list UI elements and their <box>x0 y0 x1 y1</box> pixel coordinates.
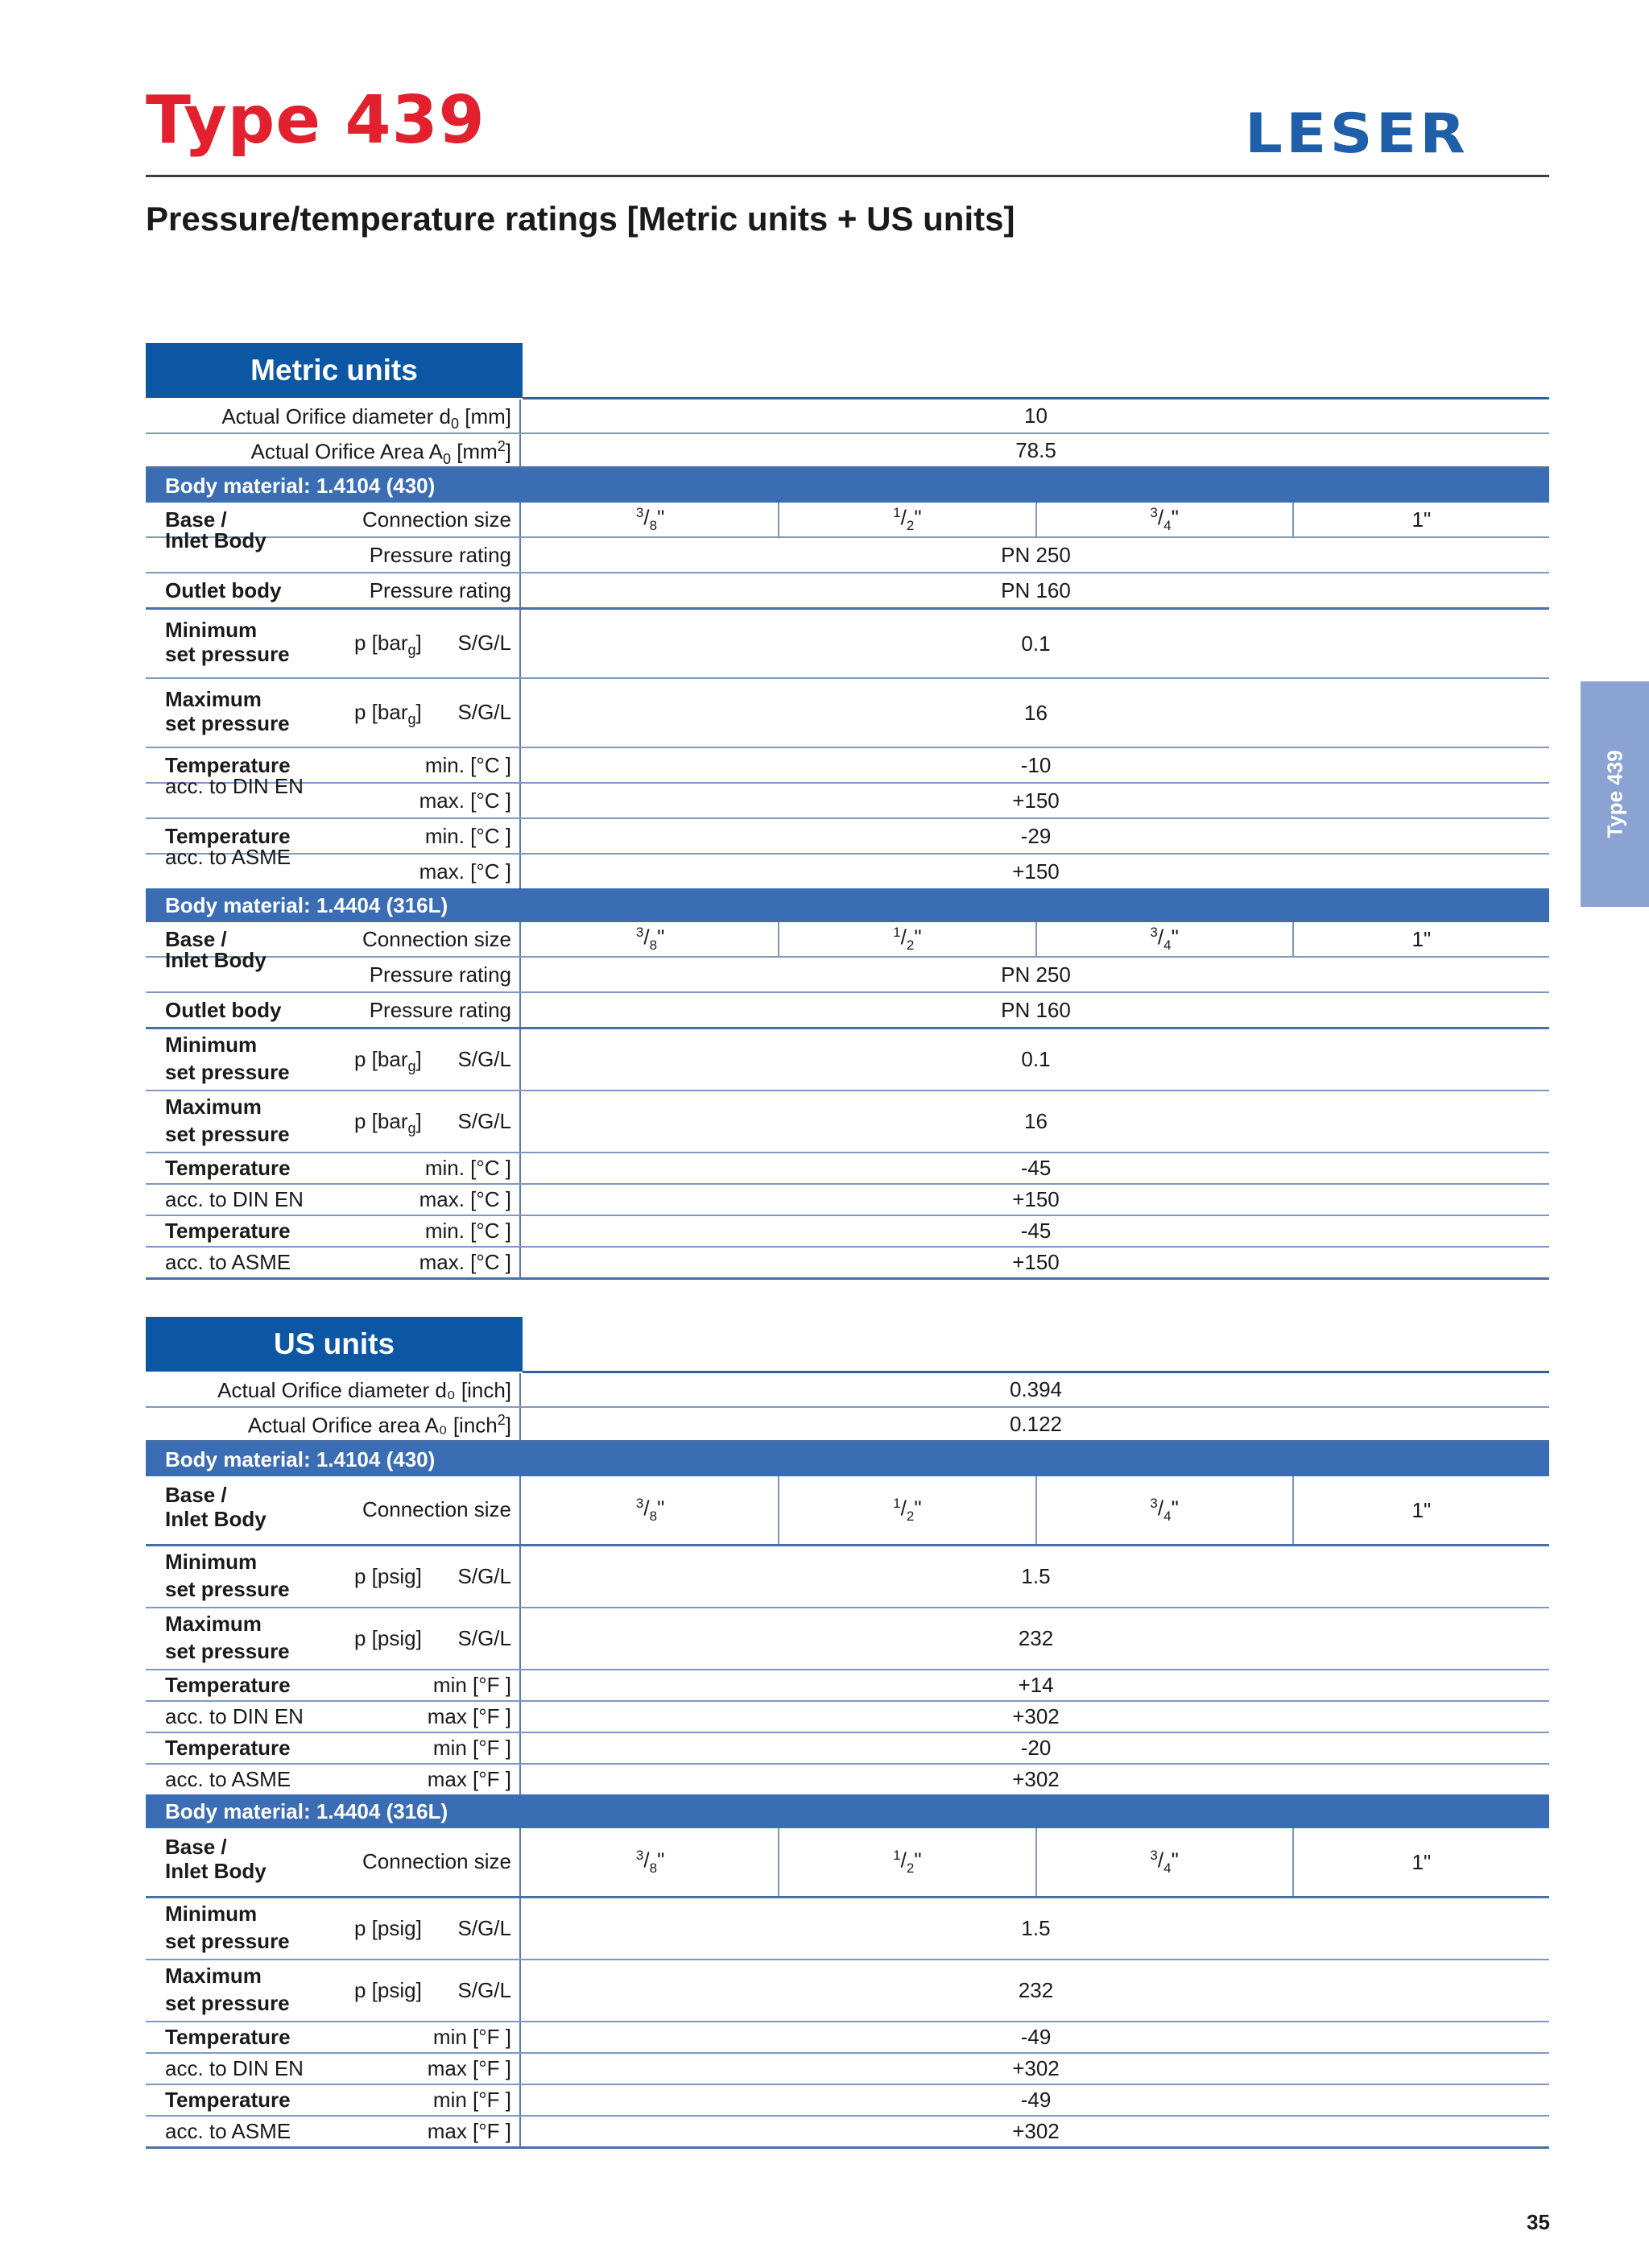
size-cell: 1" <box>1292 922 1549 956</box>
orifice-area-value: 78.5 <box>1015 437 1056 462</box>
orifice-area-value: 0.122 <box>1009 1411 1063 1436</box>
orifice-area-unit: [mm <box>457 439 498 464</box>
din-max-row: acc. to DIN EN max [°F ] +302 <box>146 2054 1549 2085</box>
material-bar: Body material: 1.4404 (316L) <box>146 888 1549 922</box>
max-set-pressure-row: Maximum set pressure p [psig] S/G/L 232 <box>146 1960 1549 2022</box>
inlet-pressure-row: Inlet Body Pressure rating PN 250 <box>146 538 1549 573</box>
min-set-pressure-row: Minimum set pressure p [bar$_g$] S/G/L 0.1 <box>146 610 1549 679</box>
orifice-area-row: Actual Orifice Area $A_0$ $[mm^2]$ 78.5 <box>146 434 1549 469</box>
orifice-diameter-value: 0.394 <box>1009 1377 1063 1401</box>
size-cell: 1" <box>1292 1828 1549 1896</box>
asme-max-row: acc. to ASME max [°F ] +302 <box>146 1765 1549 1794</box>
asme-min-row: Temperature min [°F ] -20 <box>146 1733 1549 1765</box>
max-set-pressure-row: Maximum set pressure p [bar$_g$] S/G/L 16 <box>146 1091 1549 1153</box>
orifice-area-label: Actual Orifice area A₀ [inch <box>247 1413 498 1438</box>
us-title: US units <box>146 1317 523 1372</box>
side-tab <box>1581 681 1649 907</box>
connection-size-row: Base / Inlet Body Connection size $^3/_8$" $^1/_2$" $^3/_4$" 1" <box>146 1828 1549 1898</box>
page-number: 35 <box>1527 2210 1550 2234</box>
orifice-diameter-unit: [mm] <box>465 404 511 428</box>
asme-min-row: Temperature min [°F ] -49 <box>146 2085 1549 2117</box>
us-header <box>146 1317 1549 1372</box>
connection-size-row: Base / Connection size $^3/_8$" $^1/_2$" $^3/_4$" 1" <box>146 503 1549 538</box>
inlet-pressure-row: Inlet Body Pressure rating PN 250 <box>146 958 1549 993</box>
orifice-diameter-value: 10 <box>1024 404 1048 428</box>
din-min-row: Temperature min [°F ] +14 <box>146 1670 1549 1702</box>
us-section <box>146 1317 1549 2149</box>
size-cell: $^1/_2$" <box>778 1828 1035 1896</box>
orifice-area-label: Actual Orifice Area A <box>250 439 443 464</box>
size-cell: $^3/_8$" <box>635 505 665 533</box>
min-set-pressure-row: Minimum set pressure p [psig] S/G/L 1.5 <box>146 1898 1549 1960</box>
size-cell: $^1/_2$" <box>778 503 1035 536</box>
max-set-pressure-row: Maximum set pressure p [bar$_g$] S/G/L 16 <box>146 679 1549 748</box>
leser-logo: LESER <box>1245 102 1469 166</box>
din-min-row: Temperature min. [°C ] -45 <box>146 1153 1549 1185</box>
orifice-diameter-label: Actual Orifice diameter d₀ [inch] <box>217 1378 511 1402</box>
size-cell: $^3/_4$" <box>1035 1476 1292 1544</box>
connection-size-row: Base / Inlet Body Connection size $^3/_8$" $^1/_2$" $^3/_4$" 1" <box>146 1476 1549 1546</box>
material-bar: Body material: 1.4104 (430) <box>146 469 1549 503</box>
size-cell: $^3/_4$" <box>1035 922 1292 956</box>
outlet-pressure-row: Outlet body Pressure rating PN 160 <box>146 573 1549 610</box>
size-cell: $^3/_4$" <box>1035 503 1292 536</box>
asme-max-row: acc. to ASME max. [°C ] +150 <box>146 855 1549 888</box>
din-min-row: Temperature min [°F ] -49 <box>146 2022 1549 2054</box>
din-max-row: acc. to DIN EN max. [°C ] +150 <box>146 1185 1549 1216</box>
asme-min-row: Temperature min. [°C ] -29 <box>146 819 1549 855</box>
metric-header <box>146 343 1549 398</box>
size-cell: 1" <box>1292 1476 1549 1544</box>
material-bar: Body material: 1.4404 (316L) <box>146 1794 1549 1828</box>
side-tab-label: Type 439 <box>1602 750 1626 838</box>
orifice-diameter-row <box>146 1373 1549 1408</box>
min-set-pressure-row: Minimum set pressure p [bar$_g$] S/G/L 0.1 <box>146 1029 1549 1091</box>
din-min-row: Temperature min. [°C ] -10 <box>146 748 1549 784</box>
orifice-diameter-row: Actual Orifice diameter $d_0$ [mm] 10 <box>146 399 1549 434</box>
title-divider <box>146 175 1549 177</box>
material-bar: Body material: 1.4104 (430) <box>146 1442 1549 1476</box>
connection-size-row: Base / Connection size $^3/_8$" $^1/_2$" $^3/_4$" 1" <box>146 922 1549 958</box>
size-cell: $^3/_8$" <box>635 1496 665 1524</box>
size-cell: $^3/_8$" <box>635 925 665 953</box>
size-cell: $^1/_2$" <box>778 1476 1035 1544</box>
orifice-diameter-label: Actual Orifice diameter d <box>221 404 451 428</box>
min-set-pressure-row: Minimum set pressure p [psig] S/G/L 1.5 <box>146 1546 1549 1608</box>
max-set-pressure-row: Maximum set pressure p [psig] S/G/L 232 <box>146 1608 1549 1670</box>
size-cell: 1" <box>1292 503 1549 536</box>
orifice-area-row: Actual Orifice area A₀ [inch$^2$] 0.122 <box>146 1408 1549 1442</box>
metric-title: Metric units <box>146 343 523 398</box>
size-cell: $^3/_4$" <box>1035 1828 1292 1896</box>
page-subtitle: Pressure/temperature ratings [Metric units + US units] <box>146 200 1015 238</box>
asme-max-row: acc. to ASME max [°F ] +302 <box>146 2117 1549 2149</box>
outlet-pressure-row: Outlet body Pressure rating PN 160 <box>146 993 1549 1029</box>
asme-max-row: acc. to ASME max. [°C ] +150 <box>146 1248 1549 1280</box>
size-cell: $^3/_8$" <box>635 1848 665 1876</box>
din-max-row: acc. to DIN EN max. [°C ] +150 <box>146 784 1549 819</box>
asme-min-row: Temperature min. [°C ] -45 <box>146 1216 1549 1248</box>
page-title: Type 439 <box>146 82 486 159</box>
din-max-row: acc. to DIN EN max [°F ] +302 <box>146 1702 1549 1733</box>
size-cell: $^1/_2$" <box>778 922 1035 956</box>
metric-section <box>146 343 1549 1280</box>
